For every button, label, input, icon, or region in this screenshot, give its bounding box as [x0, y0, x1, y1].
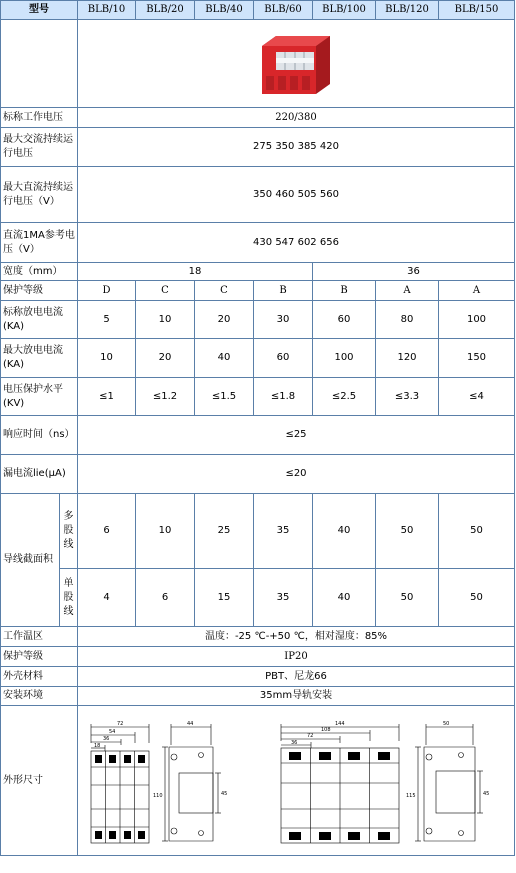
wire-multi-cell: 35 — [254, 494, 313, 569]
nominal-discharge-cell: 30 — [254, 301, 313, 339]
row-voltage-protection — [1, 378, 515, 416]
voltage-protection-cell: ≤1.8 — [254, 378, 313, 416]
label-max-dc-voltage: 最大直流持续运行电压（V） — [1, 167, 78, 223]
dimension-drawings — [78, 706, 515, 856]
value-response-time: ≤25 — [78, 416, 515, 455]
row-wire-multi — [1, 494, 515, 569]
wire-multi-cell: 10 — [136, 494, 195, 569]
dim-small-side-h: 110 — [153, 792, 163, 799]
label-max-discharge: 最大放电电流(KA) — [1, 339, 78, 378]
value-leakage-current: ≤20 — [78, 455, 515, 494]
max-discharge-cell: 10 — [78, 339, 136, 378]
row-protection-grade — [1, 281, 515, 301]
label-leakage-current: 漏电流lie(μA) — [1, 455, 78, 494]
grade-cell: A — [376, 281, 439, 301]
label-nominal-discharge: 标称放电电流(KA) — [1, 301, 78, 339]
label-wire-multi: 多股线 — [60, 494, 78, 569]
dim-small-total: 72 — [117, 720, 124, 727]
row-max-discharge — [1, 339, 515, 378]
voltage-protection-cell: ≤3.3 — [376, 378, 439, 416]
value-protection-grade-ip: IP20 — [78, 647, 515, 667]
row-nominal-voltage — [1, 108, 515, 128]
label-protection-grade: 保护等级 — [1, 281, 78, 301]
label-protection-grade-ip: 保护等级 — [1, 647, 78, 667]
dim-small-mid: 54 — [109, 728, 116, 735]
grade-cell: B — [254, 281, 313, 301]
grade-cell: C — [195, 281, 254, 301]
row-response-time — [1, 416, 515, 455]
grade-cell: C — [136, 281, 195, 301]
model-blb20: BLB/20 — [136, 1, 195, 20]
grade-cell: D — [78, 281, 136, 301]
value-housing: PBT、尼龙66 — [78, 667, 515, 687]
grade-cell: B — [313, 281, 376, 301]
value-max-ac-voltage: 275 350 385 420 — [78, 128, 515, 167]
voltage-protection-cell: ≤1.2 — [136, 378, 195, 416]
model-blb150: BLB/150 — [439, 1, 515, 20]
row-nominal-discharge — [1, 301, 515, 339]
row-housing — [1, 667, 515, 687]
dim-small-single: 18 — [94, 742, 101, 749]
label-wire-single: 单股线 — [60, 569, 78, 627]
nominal-discharge-cell: 60 — [313, 301, 376, 339]
value-install: 35mm导轨安装 — [78, 687, 515, 706]
value-max-dc-voltage: 350 460 505 560 — [78, 167, 515, 223]
grade-cell: A — [439, 281, 515, 301]
wire-multi-cell: 6 — [78, 494, 136, 569]
dim-small-pair: 36 — [103, 735, 110, 742]
label-working-temp: 工作温区 — [1, 627, 78, 647]
label-wire-section: 导线截面积 — [1, 494, 60, 627]
nominal-discharge-cell: 10 — [136, 301, 195, 339]
wire-single-cell: 50 — [376, 569, 439, 627]
header-row — [1, 1, 515, 20]
row-install — [1, 687, 515, 706]
voltage-protection-cell: ≤1.5 — [195, 378, 254, 416]
dim-small-side-inner: 45 — [221, 790, 228, 797]
dim-large-total: 144 — [335, 720, 345, 727]
max-discharge-cell: 40 — [195, 339, 254, 378]
dim-large-mid: 108 — [321, 726, 331, 733]
wire-multi-cell: 50 — [439, 494, 515, 569]
nominal-discharge-cell: 5 — [78, 301, 136, 339]
voltage-protection-cell: ≤1 — [78, 378, 136, 416]
row-width — [1, 263, 515, 281]
value-working-temp: 温度：-25 ℃-+50 ℃，相对湿度：85% — [78, 627, 515, 647]
dim-large-side-h: 115 — [406, 792, 416, 799]
nominal-discharge-cell: 100 — [439, 301, 515, 339]
model-blb40: BLB/40 — [195, 1, 254, 20]
value-width-large: 36 — [313, 263, 515, 281]
label-width: 宽度（mm） — [1, 263, 78, 281]
max-discharge-cell: 120 — [376, 339, 439, 378]
row-protection-grade-ip — [1, 647, 515, 667]
product-image-cell — [78, 20, 515, 108]
label-dc-1ma-ref: 直流1MA参考电压（V） — [1, 223, 78, 263]
wire-single-cell: 4 — [78, 569, 136, 627]
dim-large-side-w: 50 — [443, 720, 450, 727]
label-voltage-protection: 电压保护水平(KV) — [1, 378, 78, 416]
image-row — [1, 20, 515, 108]
model-blb100: BLB/100 — [313, 1, 376, 20]
image-row-label — [1, 20, 78, 108]
label-response-time: 响应时间（ns） — [1, 416, 78, 455]
wire-multi-cell: 40 — [313, 494, 376, 569]
wire-single-cell: 15 — [195, 569, 254, 627]
voltage-protection-cell: ≤2.5 — [313, 378, 376, 416]
row-max-dc-voltage — [1, 167, 515, 223]
row-wire-single — [1, 569, 515, 627]
row-max-ac-voltage — [1, 128, 515, 167]
label-dimensions: 外形尺寸 — [1, 706, 78, 856]
max-discharge-cell: 100 — [313, 339, 376, 378]
value-nominal-voltage: 220/380 — [78, 108, 515, 128]
label-housing: 外壳材料 — [1, 667, 78, 687]
dim-large-single: 36 — [291, 739, 298, 746]
value-width-small: 18 — [78, 263, 313, 281]
voltage-protection-cell: ≤4 — [439, 378, 515, 416]
model-blb120: BLB/120 — [376, 1, 439, 20]
wire-single-cell: 50 — [439, 569, 515, 627]
wire-single-cell: 40 — [313, 569, 376, 627]
row-dimensions — [1, 706, 515, 856]
label-install: 安装环境 — [1, 687, 78, 706]
product-image — [256, 28, 336, 100]
row-dc-1ma-ref — [1, 223, 515, 263]
row-working-temp — [1, 627, 515, 647]
max-discharge-cell: 20 — [136, 339, 195, 378]
wire-multi-cell: 25 — [195, 494, 254, 569]
dim-large-side-inner: 45 — [483, 790, 490, 797]
wire-multi-cell: 50 — [376, 494, 439, 569]
nominal-discharge-cell: 80 — [376, 301, 439, 339]
label-max-ac-voltage: 最大交流持续运行电压 — [1, 128, 78, 167]
model-blb10: BLB/10 — [78, 1, 136, 20]
model-blb60: BLB/60 — [254, 1, 313, 20]
max-discharge-cell: 60 — [254, 339, 313, 378]
row-leakage-current — [1, 455, 515, 494]
value-dc-1ma-ref: 430 547 602 656 — [78, 223, 515, 263]
dimension-drawing — [81, 711, 511, 851]
header-label: 型号 — [1, 1, 78, 20]
dim-large-pair: 72 — [307, 732, 314, 739]
label-nominal-voltage: 标称工作电压 — [1, 108, 78, 128]
wire-single-cell: 35 — [254, 569, 313, 627]
max-discharge-cell: 150 — [439, 339, 515, 378]
nominal-discharge-cell: 20 — [195, 301, 254, 339]
dim-small-side-w: 44 — [187, 720, 194, 727]
wire-single-cell: 6 — [136, 569, 195, 627]
